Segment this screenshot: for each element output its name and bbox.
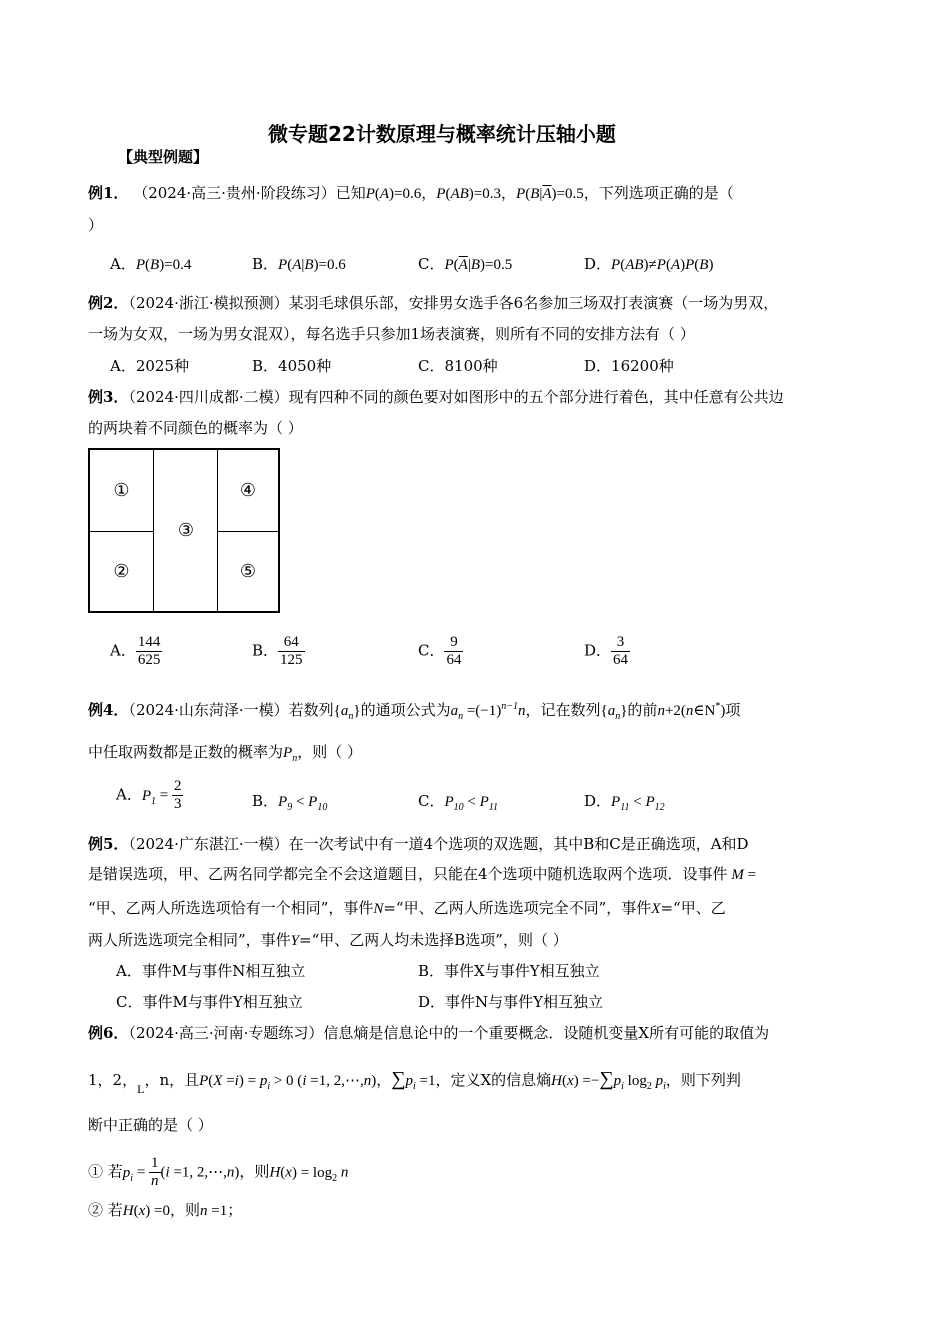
ex6-line1: 例6．（2024·高三·河南·专题练习）信息熵是信息论中的一个重要概念．设随机变量X所有可能的取值为 <box>88 1024 770 1042</box>
ex2-option-c: C．8100种 <box>418 357 498 375</box>
ex5-option-b: B．事件X与事件Y相互独立 <box>418 962 600 980</box>
ex4-option-b: B．$P_9 < P_{10}$ <box>252 792 328 813</box>
ex4-option-c: C．$P_{10} < P_{11}$ <box>418 792 499 813</box>
ex4-label: 例4． <box>88 701 129 719</box>
ex5-line3: “甲、乙两人所选选项恰有一个相同”，事件N=“甲、乙两人所选选项完全不同”，事件X=“甲、乙 <box>88 899 726 917</box>
section-heading: 【典型例题】 <box>118 148 209 166</box>
ex2-option-d: D．16200种 <box>584 357 674 375</box>
ex2-option-a: A．2025种 <box>110 357 190 375</box>
ex3-line1: 例3．（2024·四川成都·二模）现有四种不同的颜色要对如图形中的五个部分进行着色，其中任意有公共边 <box>88 388 784 406</box>
ex1-tail: ，下列选项正确的是（ <box>583 184 734 202</box>
ex6-line3: 断中正确的是（ ） <box>88 1116 213 1134</box>
ex3-label: 例3． <box>88 388 129 406</box>
ex1-option-c: C．$P(\overline{A}|B)=0.5$ <box>418 255 513 273</box>
ex3-option-a: A． $\frac{144}{625}$ <box>110 634 161 668</box>
ex1-option-d: D．P(AB)≠P(A)P(B) <box>584 255 714 273</box>
ex3-option-d: D． $\frac{3}{64}$ <box>584 634 629 668</box>
coloring-figure <box>88 448 280 613</box>
ex1-line1: 例1． （2024·高三·贵州·阶段练习）已知P(A)=0.6，P(AB)=0.3，$P(B|\overline{A})=0.5$，下列选项正确的是（ <box>88 184 734 202</box>
ex2-option-b: B．4050种 <box>252 357 332 375</box>
ex3-line2: 的两块着不同颜色的概率为（ ） <box>88 419 303 437</box>
ex3-option-c: C． $\frac{9}{64}$ <box>418 634 462 668</box>
region-2: ② <box>90 532 154 611</box>
ex5-label: 例5． <box>88 835 129 853</box>
page-title: 微专题22计数原理与概率统计压轴小题 <box>268 122 616 146</box>
ex1-option-a: A．P(B)=0.4 <box>110 255 192 273</box>
ex5-line1: 例5．（2024·广东湛江·一模）在一次考试中有一道4个选项的双选题，其中B和C是正确选项，A和D <box>88 835 749 853</box>
ex6-line2: 1，2，$_L$，n，且$P(X =i) = p_i > 0$ (i =1, 2,⋯,n)，$\sum p_i =1$，定义X的信息熵$H(x) =-\sum p_i$ $\log_2 p_i$，则下列判 <box>88 1068 741 1096</box>
ex1-close: ） <box>88 216 104 234</box>
ex5-line2: 是错误选项，甲、乙两名同学都完全不会这道题目，只能在4个选项中随机选取两个选项．设事件 M = <box>88 865 757 883</box>
ex1-option-b: B．P(A|B)=0.6 <box>252 255 346 273</box>
ex4-option-a: A．$P_1$ = $\frac{2}{3}$ <box>116 778 182 812</box>
ex2-line2: 一场为女双，一场为男女混双），每名选手只参加1场表演赛，则所有不同的安排方法有（ ） <box>88 325 695 343</box>
ex6-item2: ② 若H(x) =0，则n =1； <box>88 1201 243 1219</box>
ex3-option-b: B． $\frac{64}{125}$ <box>252 634 303 668</box>
ex5-line4: 两人所选选项完全相同”，事件Y=“甲、乙两人均未选择B选项”，则（ ） <box>88 931 568 949</box>
ex4-line2: 中任取两数都是正数的概率为$P_n$，则（ ） <box>88 743 362 764</box>
ex4-option-d: D．$P_{11} < P_{12}$ <box>584 792 665 813</box>
ex6-label: 例6． <box>88 1024 129 1042</box>
ex2-label: 例2． <box>88 294 129 312</box>
ex1-text: （2024·高三·贵州·阶段练习）已知 <box>133 184 366 202</box>
ex5-option-c: C．事件M与事件Y相互独立 <box>116 993 303 1011</box>
ex5-option-d: D．事件N与事件Y相互独立 <box>418 993 604 1011</box>
ex2-line1: 例2．（2024·浙江·模拟预测）某羽毛球俱乐部，安排男女选手各6名参加三场双打表演赛（一场为男双， <box>88 294 779 312</box>
region-5: ⑤ <box>217 532 278 611</box>
ex1-label: 例1． <box>88 184 129 202</box>
region-1: ① <box>90 450 154 532</box>
ex4-line1: 例4．（2024·山东菏泽·一模）若数列$\{a_n\}$的通项公式为$a_n =(-1)^{n-1}n$，记在数列$\{a_n\}$的前n+2(n∈N*)项 <box>88 701 741 722</box>
region-3: ③ <box>177 520 195 541</box>
ex6-item1: ① 若$p_i$ = $\frac{1}{n}$ (i =1, 2,⋯,n)，则$H(x) = \log_2 n$ <box>88 1155 349 1189</box>
ex5-option-a: A．事件M与事件N相互独立 <box>116 962 306 980</box>
region-4: ④ <box>217 450 278 532</box>
